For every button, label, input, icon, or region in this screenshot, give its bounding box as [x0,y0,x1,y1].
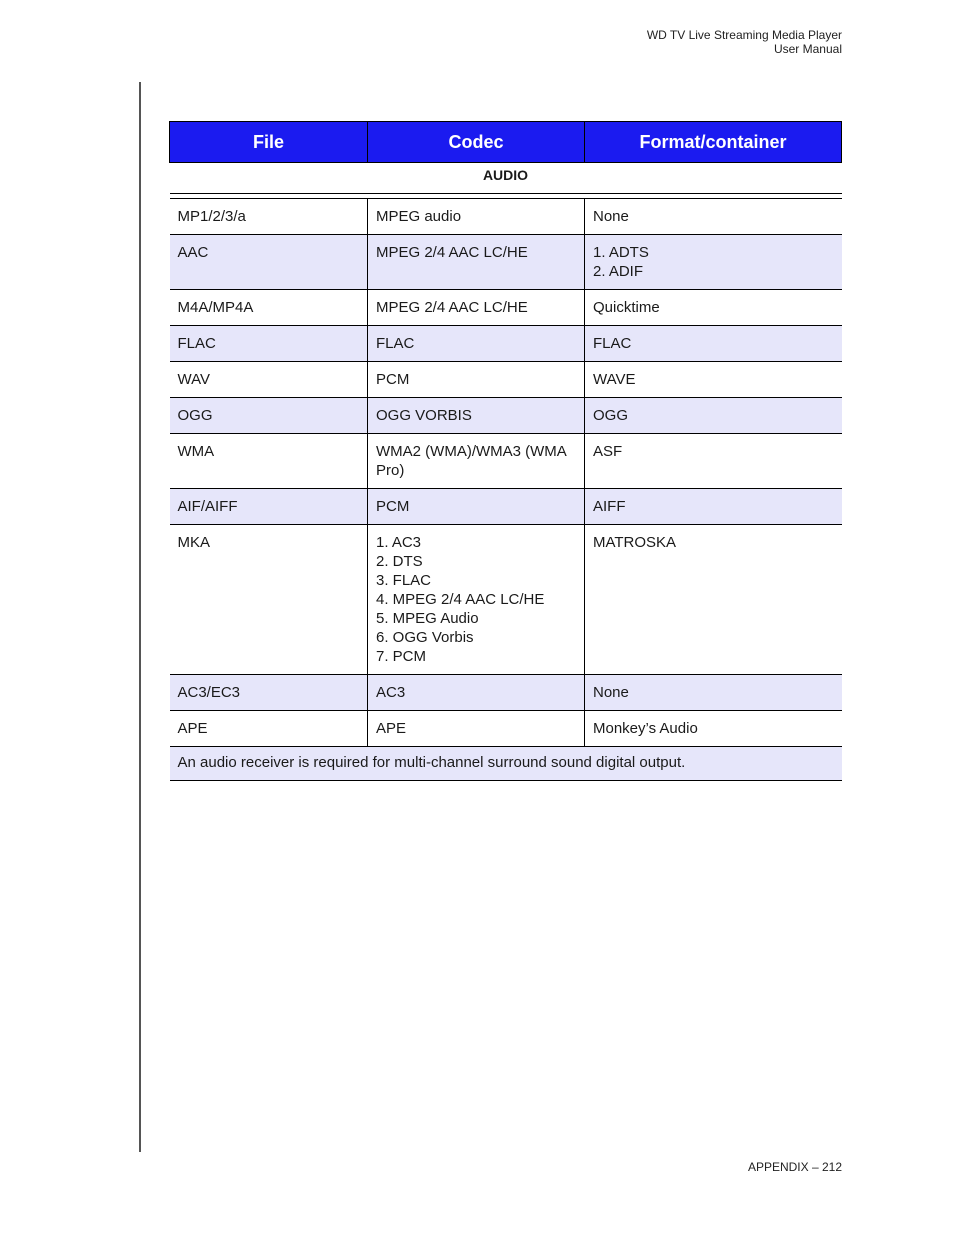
cell-file-line: WAV [177,371,210,388]
cell-format-line: WAVE [593,371,636,388]
cell-codec-line: 4. MPEG 2/4 AAC LC/HE [376,591,545,608]
cell-format-line: MATROSKA [593,534,677,551]
cell-file-line: APE [177,720,208,737]
cell-file [170,489,368,525]
cell-codec [368,711,585,747]
cell-format [585,326,842,362]
cell-format [585,711,842,747]
cell-format [585,675,842,711]
cell-format-line: None [593,208,629,225]
cell-codec [368,434,585,489]
cell-file-line: FLAC [177,335,216,352]
column-header-codec: Codec [368,122,585,163]
table-row [170,326,842,362]
table-row [170,434,842,489]
cell-codec [368,398,585,434]
cell-format-line: Monkey’s Audio [593,720,698,737]
column-header-format: Format/container [585,122,842,163]
table-row [170,290,842,326]
cell-codec-line: FLAC [376,335,415,352]
cell-codec [368,525,585,675]
cell-file [170,199,368,235]
cell-codec-line: Pro) [376,462,405,479]
table-row [170,525,842,675]
cell-codec-line: WMA2 (WMA)/WMA3 (WMA [376,443,567,460]
cell-codec-line: 3. FLAC [376,572,432,589]
cell-codec [368,675,585,711]
cell-format [585,525,842,675]
cell-format-line: OGG [593,407,629,424]
cell-file-line: AC3/EC3 [177,684,241,701]
table-row [170,235,842,290]
table-row [170,675,842,711]
page-footer [748,1160,842,1174]
footer-section: APPENDIX [747,1160,809,1174]
cell-file-line: WMA [177,443,215,460]
cell-file [170,362,368,398]
cell-file-line: M4A/MP4A [177,299,254,316]
cell-format [585,434,842,489]
cell-codec [368,326,585,362]
cell-codec-line: OGG VORBIS [376,407,472,424]
media-format-table [169,121,842,781]
cell-codec-line: MPEG 2/4 AAC LC/HE [376,244,528,261]
cell-codec-line: 1. AC3 [376,534,422,551]
cell-codec-line: 7. PCM [376,648,427,665]
cell-format [585,398,842,434]
footer-separator: – [808,1160,822,1174]
margin-rule [139,82,141,1152]
cell-file-line: AIF/AIFF [177,498,238,515]
cell-codec-line: 2. DTS [376,553,423,570]
cell-codec [368,235,585,290]
cell-codec [368,199,585,235]
table-row [170,398,842,434]
cell-format-line: None [593,684,629,701]
document-header [647,28,842,56]
cell-format-line: Quicktime [593,299,660,316]
cell-codec-line: 6. OGG Vorbis [376,629,474,646]
cell-file-line: MP1/2/3/a [177,208,246,225]
cell-codec-line: PCM [376,498,410,515]
cell-codec-line: PCM [376,371,410,388]
cell-codec-line: APE [376,720,407,737]
table-row [170,362,842,398]
header-product-title: WD TV Live Streaming Media Player [646,28,842,42]
section-row [170,163,842,194]
note-row [170,747,842,781]
cell-format-line: ASF [593,443,623,460]
table-header-row [170,122,842,163]
table-note: An audio receiver is required for multi-channel surround sound digital output. [170,747,842,781]
cell-codec-line: MPEG 2/4 AAC LC/HE [376,299,528,316]
cell-file [170,326,368,362]
cell-codec-line: 5. MPEG Audio [376,610,479,627]
cell-format-line: AIFF [593,498,626,515]
cell-file [170,434,368,489]
header-manual-label: User Manual [773,42,842,56]
cell-format [585,489,842,525]
cell-file [170,711,368,747]
cell-format [585,290,842,326]
cell-format [585,235,842,290]
footer-page-number: 212 [821,1160,842,1174]
cell-codec [368,290,585,326]
cell-format-line: 2. ADIF [593,263,644,280]
cell-codec-line: MPEG audio [376,208,462,225]
table-row [170,489,842,525]
cell-file-line: MKA [177,534,211,551]
cell-file [170,398,368,434]
cell-file-line: AAC [177,244,209,261]
cell-file-line: OGG [177,407,213,424]
cell-file [170,290,368,326]
cell-format-line: 1. ADTS [593,244,649,261]
cell-format [585,362,842,398]
table-row [170,711,842,747]
cell-file [170,675,368,711]
cell-file [170,235,368,290]
column-header-file: File [170,122,368,163]
table-row [170,199,842,235]
cell-codec-line: AC3 [376,684,406,701]
cell-codec [368,489,585,525]
cell-file [170,525,368,675]
cell-codec [368,362,585,398]
section-label: AUDIO [170,163,842,194]
cell-format-line: FLAC [593,335,632,352]
cell-format [585,199,842,235]
